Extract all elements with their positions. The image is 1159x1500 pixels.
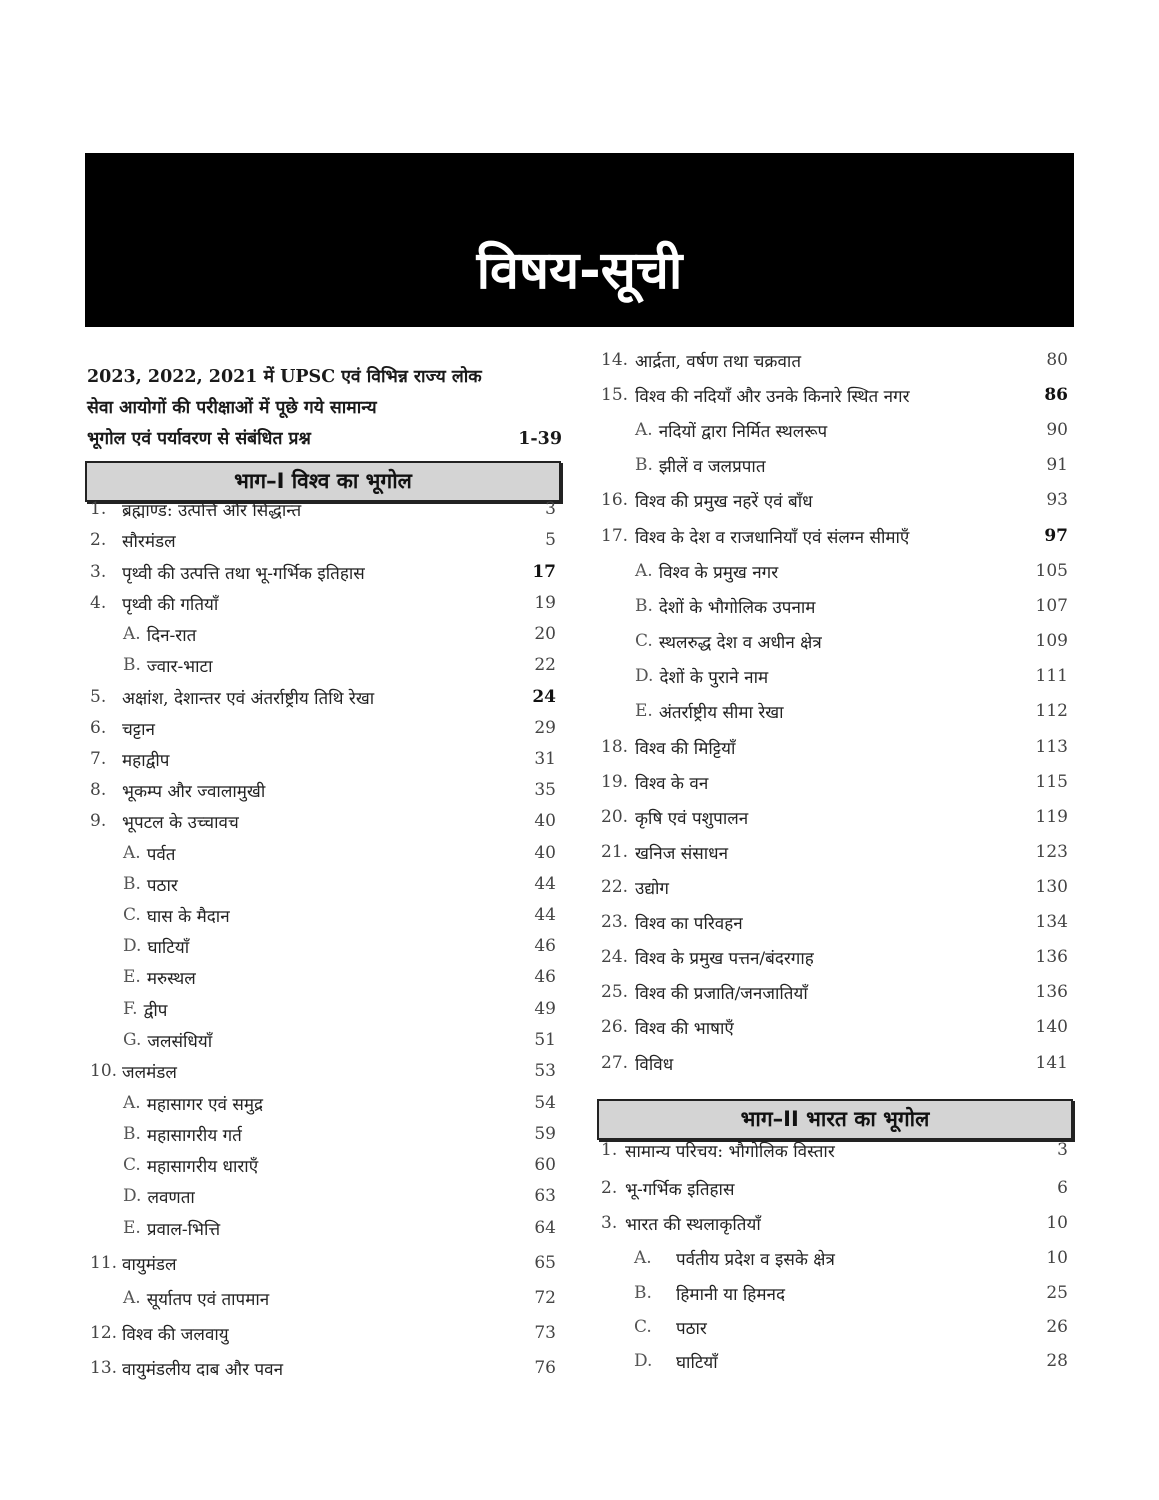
entry-number: D. bbox=[634, 1351, 653, 1371]
entry-page-number: 115 bbox=[1035, 772, 1068, 792]
toc-entry[interactable] bbox=[90, 588, 556, 618]
entry-label: सौरमंडल bbox=[122, 531, 176, 552]
entry-number: 6. bbox=[90, 718, 107, 738]
entry-label: पृथ्वी की उत्पत्ति तथा भू-गर्भिक इतिहास bbox=[122, 563, 365, 584]
toc-entry[interactable] bbox=[90, 1353, 556, 1383]
entry-page-number: 123 bbox=[1035, 842, 1068, 862]
toc-entry[interactable] bbox=[601, 1173, 1068, 1203]
toc-subentry[interactable] bbox=[123, 650, 556, 680]
toc-entry[interactable] bbox=[90, 713, 556, 743]
entry-label: कृषि एवं पशुपालन bbox=[635, 808, 749, 829]
entry-label: जलसंधियाँ bbox=[147, 1031, 213, 1052]
entry-number: 15. bbox=[601, 385, 629, 405]
entry-page-number: 31 bbox=[534, 749, 556, 769]
entry-label: झीलें व जलप्रपात bbox=[658, 456, 766, 477]
toc-entry[interactable] bbox=[601, 907, 1068, 937]
intro-block bbox=[87, 362, 567, 455]
toc-entry[interactable] bbox=[601, 802, 1068, 832]
entry-number: 4. bbox=[90, 593, 107, 613]
entry-label: घाटियाँ bbox=[676, 1352, 718, 1373]
entry-number: E. bbox=[635, 701, 653, 721]
entry-page-number: 17 bbox=[532, 562, 556, 582]
intro-line: 2023, 2022, 2021 में UPSC एवं विभिन्न राज्य लोक bbox=[87, 367, 482, 387]
entry-number: A. bbox=[635, 561, 653, 581]
entry-label: द्वीप bbox=[143, 1000, 168, 1021]
entry-label: प्रवाल-भित्ति bbox=[146, 1219, 221, 1240]
entry-number: 10. bbox=[90, 1061, 118, 1081]
entry-number: A. bbox=[123, 1288, 141, 1308]
entry-page-number: 113 bbox=[1035, 737, 1068, 757]
intro-line: सेवा आयोगों की परीक्षाओं में पूछे गये सामान्य bbox=[87, 398, 377, 418]
page-title: विषय-सूची bbox=[476, 241, 683, 301]
entry-number: 2. bbox=[90, 530, 107, 550]
toc-subentry[interactable] bbox=[123, 1025, 556, 1055]
entry-label: लवणता bbox=[147, 1187, 195, 1208]
entry-label: विविध bbox=[635, 1054, 674, 1075]
entry-label: देशों के पुराने नाम bbox=[659, 667, 769, 688]
entry-page-number: 93 bbox=[1046, 490, 1068, 510]
entry-label: जलमंडल bbox=[122, 1062, 177, 1083]
entry-page-number: 10 bbox=[1046, 1213, 1068, 1233]
entry-label: पर्वत bbox=[146, 844, 176, 865]
toc-subentry[interactable] bbox=[635, 591, 1068, 621]
toc-subentry[interactable] bbox=[123, 962, 556, 992]
toc-entry[interactable] bbox=[601, 1048, 1068, 1078]
entry-label: विश्व की भाषाएँ bbox=[635, 1018, 734, 1039]
entry-page-number: 49 bbox=[534, 999, 556, 1019]
toc-entry[interactable] bbox=[601, 732, 1068, 762]
toc-entry[interactable] bbox=[601, 977, 1068, 1007]
entry-number: D. bbox=[123, 936, 142, 956]
entry-page-number: 119 bbox=[1035, 807, 1068, 827]
entry-number: 17. bbox=[601, 526, 629, 546]
entry-label: पठार bbox=[676, 1318, 707, 1339]
entry-label: भू-गर्भिक इतिहास bbox=[625, 1179, 735, 1200]
entry-number: B. bbox=[123, 1124, 141, 1144]
entry-page-number: 86 bbox=[1044, 385, 1068, 405]
entry-label: देशों के भौगोलिक उपनाम bbox=[658, 597, 816, 618]
toc-entry[interactable] bbox=[90, 744, 556, 774]
toc-entry[interactable] bbox=[601, 521, 1068, 551]
entry-number: 12. bbox=[90, 1323, 118, 1343]
toc-subentry[interactable] bbox=[123, 869, 556, 899]
entry-page-number: 35 bbox=[534, 780, 556, 800]
entry-number: B. bbox=[123, 655, 141, 675]
toc-subentry[interactable] bbox=[123, 931, 556, 961]
entry-number: A. bbox=[123, 624, 141, 644]
entry-page-number: 134 bbox=[1035, 912, 1068, 932]
toc-entry[interactable] bbox=[601, 872, 1068, 902]
toc-entry[interactable] bbox=[90, 1056, 556, 1086]
entry-number: 2. bbox=[601, 1178, 618, 1198]
entry-page-number: 105 bbox=[1035, 561, 1068, 581]
entry-page-number: 29 bbox=[534, 718, 556, 738]
entry-number: A. bbox=[635, 420, 653, 440]
toc-subentry[interactable] bbox=[123, 619, 556, 649]
entry-page-number: 91 bbox=[1046, 455, 1068, 475]
toc-subentry[interactable] bbox=[634, 1278, 1068, 1308]
entry-label: भारत की स्थलाकृतियाँ bbox=[625, 1214, 761, 1235]
entry-label: आर्द्रता, वर्षण तथा चक्रवात bbox=[635, 351, 802, 372]
toc-entry[interactable] bbox=[601, 380, 1068, 410]
entry-label: महाद्वीप bbox=[122, 750, 170, 771]
toc-entry[interactable] bbox=[601, 1135, 1068, 1165]
entry-page-number: 54 bbox=[534, 1093, 556, 1113]
entry-page-number: 112 bbox=[1035, 701, 1068, 721]
toc-subentry[interactable] bbox=[635, 696, 1068, 726]
entry-number: B. bbox=[635, 455, 653, 475]
entry-number: B. bbox=[123, 874, 141, 894]
entry-label: महासागर एवं समुद्र bbox=[146, 1094, 264, 1115]
toc-subentry[interactable] bbox=[123, 900, 556, 930]
part2-header: भाग–II भारत का भूगोल bbox=[597, 1099, 1073, 1140]
entry-label: सूर्यातप एवं तापमान bbox=[146, 1289, 270, 1310]
entry-label: अक्षांश, देशान्तर एवं अंतर्राष्ट्रीय तिथि रेखा bbox=[122, 688, 375, 709]
entry-page-number: 10 bbox=[1046, 1248, 1068, 1268]
part1-header: भाग–I विश्व का भूगोल bbox=[85, 461, 561, 502]
entry-page-number: 19 bbox=[534, 593, 556, 613]
entry-page-number: 65 bbox=[534, 1253, 556, 1273]
toc-subentry[interactable] bbox=[635, 661, 1068, 691]
entry-number: 27. bbox=[601, 1053, 629, 1073]
title-banner bbox=[85, 153, 1074, 327]
entry-label: महासागरीय गर्त bbox=[146, 1125, 242, 1146]
toc-subentry[interactable] bbox=[123, 1181, 556, 1211]
entry-label: उद्योग bbox=[635, 878, 669, 899]
toc-entry[interactable] bbox=[601, 345, 1068, 375]
entry-number: C. bbox=[635, 631, 653, 651]
toc-entry[interactable] bbox=[601, 837, 1068, 867]
entry-number: A. bbox=[634, 1248, 652, 1268]
entry-page-number: 25 bbox=[1046, 1283, 1068, 1303]
entry-number: C. bbox=[123, 1155, 141, 1175]
entry-page-number: 3 bbox=[545, 499, 556, 519]
entry-page-number: 28 bbox=[1046, 1351, 1068, 1371]
entry-page-number: 136 bbox=[1035, 947, 1068, 967]
entry-number: C. bbox=[123, 905, 141, 925]
entry-page-number: 76 bbox=[534, 1358, 556, 1378]
entry-number: 9. bbox=[90, 811, 107, 831]
entry-page-number: 5 bbox=[545, 530, 556, 550]
toc-entry[interactable] bbox=[601, 767, 1068, 797]
entry-label: घाटियाँ bbox=[147, 937, 190, 958]
entry-page-number: 90 bbox=[1046, 420, 1068, 440]
toc-entry[interactable] bbox=[90, 682, 556, 712]
entry-label: विश्व की नदियाँ और उनके किनारे स्थित नगर bbox=[635, 386, 910, 407]
entry-page-number: 24 bbox=[532, 687, 556, 707]
entry-label: विश्व के वन bbox=[635, 773, 709, 794]
entry-page-number: 80 bbox=[1046, 350, 1068, 370]
toc-subentry[interactable] bbox=[634, 1243, 1068, 1273]
entry-number: D. bbox=[635, 666, 654, 686]
entry-number: E. bbox=[123, 1218, 141, 1238]
toc-entry[interactable] bbox=[601, 1208, 1068, 1238]
entry-number: C. bbox=[634, 1317, 652, 1337]
entry-number: B. bbox=[635, 596, 653, 616]
entry-label: पर्वतीय प्रदेश व इसके क्षेत्र bbox=[676, 1249, 835, 1270]
entry-page-number: 26 bbox=[1046, 1317, 1068, 1337]
entry-label: वायुमंडल bbox=[122, 1254, 177, 1275]
toc-subentry[interactable] bbox=[123, 838, 556, 868]
toc-subentry[interactable] bbox=[634, 1346, 1068, 1376]
entry-number: G. bbox=[123, 1030, 142, 1050]
toc-subentry[interactable] bbox=[123, 994, 556, 1024]
entry-page-number: 111 bbox=[1035, 666, 1068, 686]
entry-page-number: 51 bbox=[534, 1030, 556, 1050]
entry-label: भूपटल के उच्चावच bbox=[122, 812, 239, 833]
toc-entry[interactable] bbox=[90, 806, 556, 836]
entry-label: मरुस्थल bbox=[146, 968, 196, 989]
entry-page-number: 59 bbox=[534, 1124, 556, 1144]
entry-label: पृथ्वी की गतियाँ bbox=[122, 594, 219, 615]
entry-label: हिमानी या हिमनद bbox=[676, 1284, 785, 1305]
entry-page-number: 20 bbox=[534, 624, 556, 644]
entry-label: विश्व की जलवायु bbox=[122, 1324, 229, 1345]
entry-number: F. bbox=[123, 999, 138, 1019]
entry-label: विश्व की प्रमुख नहरें एवं बाँध bbox=[635, 491, 813, 512]
toc-entry[interactable] bbox=[90, 557, 556, 587]
entry-label: विश्व का परिवहन bbox=[635, 913, 743, 934]
entry-page-number: 6 bbox=[1057, 1178, 1068, 1198]
entry-page-number: 53 bbox=[534, 1061, 556, 1081]
entry-label: स्थलरुद्ध देश व अधीन क्षेत्र bbox=[658, 632, 822, 653]
entry-number: 25. bbox=[601, 982, 629, 1002]
entry-label: घास के मैदान bbox=[146, 906, 230, 927]
entry-page-number: 141 bbox=[1035, 1053, 1068, 1073]
entry-page-number: 46 bbox=[534, 936, 556, 956]
toc-subentry[interactable] bbox=[635, 450, 1068, 480]
entry-number: A. bbox=[123, 1093, 141, 1113]
entry-page-number: 140 bbox=[1035, 1017, 1068, 1037]
toc-subentry[interactable] bbox=[634, 1312, 1068, 1342]
entry-page-number: 72 bbox=[534, 1288, 556, 1308]
entry-number: 13. bbox=[90, 1358, 118, 1378]
entry-number: 21. bbox=[601, 842, 629, 862]
entry-label: खनिज संसाधन bbox=[635, 843, 729, 864]
entry-page-number: 73 bbox=[534, 1323, 556, 1343]
toc-entry[interactable] bbox=[90, 494, 556, 524]
toc-entry[interactable] bbox=[90, 775, 556, 805]
toc-entry[interactable] bbox=[601, 1012, 1068, 1042]
intro-page-range: 1-39 bbox=[518, 429, 562, 449]
entry-page-number: 130 bbox=[1035, 877, 1068, 897]
entry-page-number: 60 bbox=[534, 1155, 556, 1175]
entry-number: 24. bbox=[601, 947, 629, 967]
entry-number: 18. bbox=[601, 737, 629, 757]
entry-page-number: 136 bbox=[1035, 982, 1068, 1002]
entry-label: पठार bbox=[146, 875, 178, 896]
toc-subentry[interactable] bbox=[635, 626, 1068, 656]
entry-label: विश्व की मिट्टियाँ bbox=[635, 738, 736, 759]
toc-subentry[interactable] bbox=[123, 1119, 556, 1149]
entry-page-number: 97 bbox=[1044, 526, 1068, 546]
entry-label: वायुमंडलीय दाब और पवन bbox=[122, 1359, 284, 1380]
entry-number: 7. bbox=[90, 749, 107, 769]
entry-number: 5. bbox=[90, 687, 107, 707]
entry-label: भूकम्प और ज्वालामुखी bbox=[122, 781, 266, 802]
entry-number: D. bbox=[123, 1186, 142, 1206]
entry-number: 20. bbox=[601, 807, 629, 827]
entry-page-number: 40 bbox=[534, 843, 556, 863]
entry-label: ज्वार-भाटा bbox=[146, 656, 213, 677]
entry-page-number: 40 bbox=[534, 811, 556, 831]
entry-number: B. bbox=[634, 1283, 652, 1303]
entry-number: 22. bbox=[601, 877, 629, 897]
toc-subentry[interactable] bbox=[123, 1088, 556, 1118]
entry-label: विश्व की प्रजाति/जनजातियाँ bbox=[635, 983, 808, 1004]
entry-number: 1. bbox=[90, 499, 107, 519]
entry-label: विश्व के प्रमुख नगर bbox=[658, 562, 779, 583]
toc-subentry[interactable] bbox=[635, 556, 1068, 586]
entry-page-number: 107 bbox=[1035, 596, 1068, 616]
entry-number: 11. bbox=[90, 1253, 118, 1273]
toc-subentry[interactable] bbox=[635, 415, 1068, 445]
entry-number: 8. bbox=[90, 780, 107, 800]
entry-page-number: 3 bbox=[1057, 1140, 1068, 1160]
entry-label: दिन-रात bbox=[146, 625, 197, 646]
toc-entry[interactable] bbox=[90, 1248, 556, 1278]
entry-label: सामान्य परिचय: भौगोलिक विस्तार bbox=[625, 1141, 835, 1162]
entry-number: 3. bbox=[90, 562, 107, 582]
entry-page-number: 64 bbox=[534, 1218, 556, 1238]
entry-page-number: 109 bbox=[1035, 631, 1068, 651]
entry-page-number: 63 bbox=[534, 1186, 556, 1206]
entry-label: अंतर्राष्ट्रीय सीमा रेखा bbox=[658, 702, 784, 723]
entry-number: E. bbox=[123, 967, 141, 987]
toc-entry[interactable] bbox=[90, 525, 556, 555]
entry-number: 3. bbox=[601, 1213, 618, 1233]
toc-entry[interactable] bbox=[601, 942, 1068, 972]
intro-line: भूगोल एवं पर्यावरण से संबंधित प्रश्न bbox=[87, 429, 311, 449]
entry-label: चट्टान bbox=[122, 719, 155, 740]
toc-entry[interactable] bbox=[90, 1318, 556, 1348]
entry-number: 1. bbox=[601, 1140, 618, 1160]
entry-number: 23. bbox=[601, 912, 629, 932]
entry-label: महासागरीय धाराएँ bbox=[146, 1156, 259, 1177]
entry-label: विश्व के देश व राजधानियाँ एवं संलग्न सीमाएँ bbox=[635, 527, 910, 548]
entry-label: नदियों द्वारा निर्मित स्थलरूप bbox=[658, 421, 828, 442]
entry-label: विश्व के प्रमुख पत्तन/बंदरगाह bbox=[635, 948, 814, 969]
entry-page-number: 46 bbox=[534, 967, 556, 987]
entry-page-number: 44 bbox=[534, 874, 556, 894]
entry-number: A. bbox=[123, 843, 141, 863]
entry-number: 26. bbox=[601, 1017, 629, 1037]
entry-label: ब्रह्माण्ड: उत्पत्ति और सिद्धान्त bbox=[122, 500, 302, 521]
toc-subentry[interactable] bbox=[123, 1283, 556, 1313]
entry-page-number: 44 bbox=[534, 905, 556, 925]
entry-number: 14. bbox=[601, 350, 629, 370]
entry-number: 19. bbox=[601, 772, 629, 792]
entry-page-number: 22 bbox=[534, 655, 556, 675]
toc-subentry[interactable] bbox=[123, 1213, 556, 1243]
entry-number: 16. bbox=[601, 490, 629, 510]
toc-subentry[interactable] bbox=[123, 1150, 556, 1180]
toc-entry[interactable] bbox=[601, 485, 1068, 515]
